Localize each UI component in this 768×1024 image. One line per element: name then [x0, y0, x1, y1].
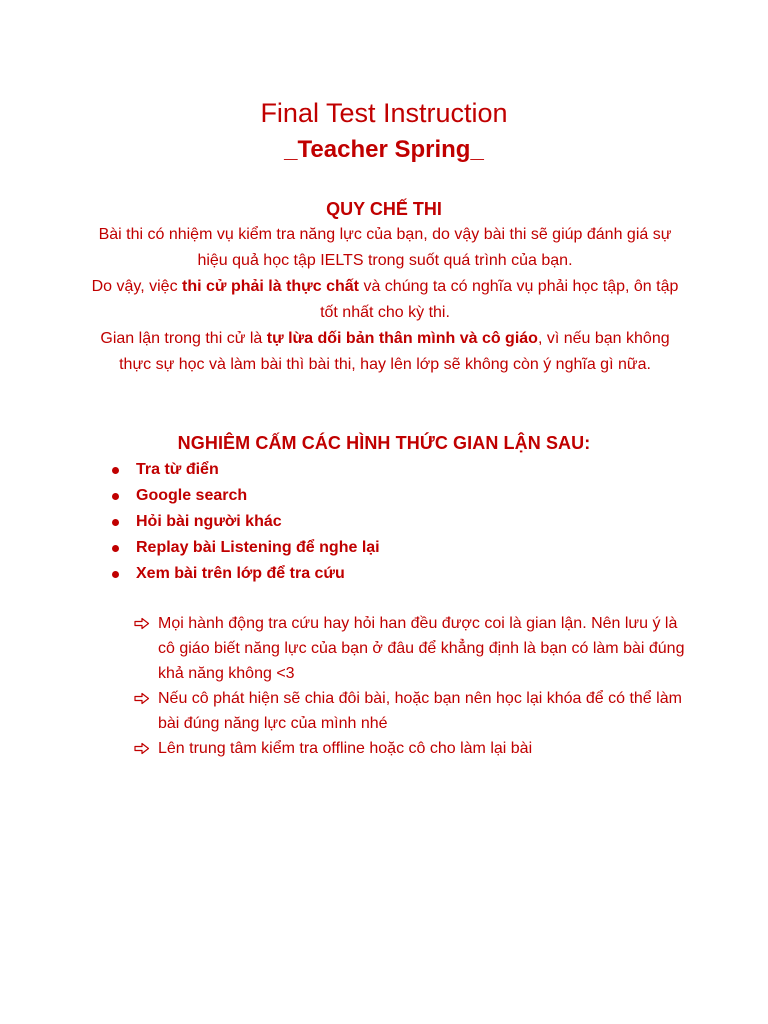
rules-sentence-2-bold: thi cử phải là thực chất [182, 278, 360, 295]
bullet-icon [112, 571, 119, 578]
forbidden-item [108, 457, 380, 483]
forbidden-item-label: Hỏi bài người khác [136, 513, 282, 530]
bullet-icon [112, 519, 119, 526]
arrow-right-icon [134, 692, 150, 705]
note-text: Nếu cô phát hiện sẽ chia đôi bài, hoặc bạn nên học lại khóa để có thể làm bài đúng năng lực của mình nhé [158, 690, 682, 732]
note-item [134, 611, 694, 686]
bullet-icon [112, 493, 119, 500]
rules-sentence-1: Bài thi có nhiệm vụ kiểm tra năng lực của bạn, do vậy bài thi sẽ giúp đánh giá sự hiệu quả học tập IELTS trong suốt quá trình của bạn. [98, 226, 672, 269]
document-subtitle: _Teacher Spring_ [284, 136, 484, 163]
arrow-right-icon [134, 617, 150, 630]
forbidden-item-label: Xem bài trên lớp để tra cứu [136, 565, 345, 582]
forbidden-item [108, 535, 380, 561]
arrow-right-icon [134, 742, 150, 755]
bullet-icon [112, 545, 119, 552]
note-text: Mọi hành động tra cứu hay hỏi han đều được coi là gian lận. Nên lưu ý là cô giáo biết năng lực của bạn ở đâu để khẳng định là bạn có làm bài đúng khả năng không <3 [158, 615, 685, 682]
rules-heading: QUY CHẾ THI [326, 199, 442, 219]
bullet-icon [112, 467, 119, 474]
rules-sentence-2-post: và chúng ta có nghĩa vụ phải học tập, ôn tập tốt nhất cho kỳ thi. [320, 278, 679, 321]
note-text: Lên trung tâm kiểm tra offline hoặc cô cho làm lại bài [158, 740, 533, 757]
rules-sentence-3-pre: Gian lận trong thi cử là [100, 330, 267, 347]
document-title: Final Test Instruction [260, 98, 508, 128]
forbidden-item [108, 483, 380, 509]
forbidden-item [108, 561, 380, 587]
rules-paragraph [90, 222, 680, 378]
forbidden-list [108, 457, 380, 587]
rules-sentence-3-bold: tự lừa dối bản thân mình và cô giáo [266, 330, 538, 347]
note-list [134, 611, 694, 761]
rules-sentence-3-post: , vì nếu bạn không thực sự học và làm bài thì bài thi, hay lên lớp sẽ không còn ý nghĩa gì nữa. [119, 330, 670, 373]
forbidden-item [108, 509, 380, 535]
forbidden-item-label: Google search [136, 487, 248, 504]
rules-sentence-2-pre: Do vậy, việc [91, 278, 183, 295]
forbidden-item-label: Replay bài Listening để nghe lại [136, 539, 380, 556]
note-item [134, 686, 694, 736]
note-item [134, 736, 694, 761]
forbidden-heading: NGHIÊM CẤM CÁC HÌNH THỨC GIAN LẬN SAU: [177, 433, 591, 453]
forbidden-item-label: Tra từ điển [136, 461, 219, 478]
